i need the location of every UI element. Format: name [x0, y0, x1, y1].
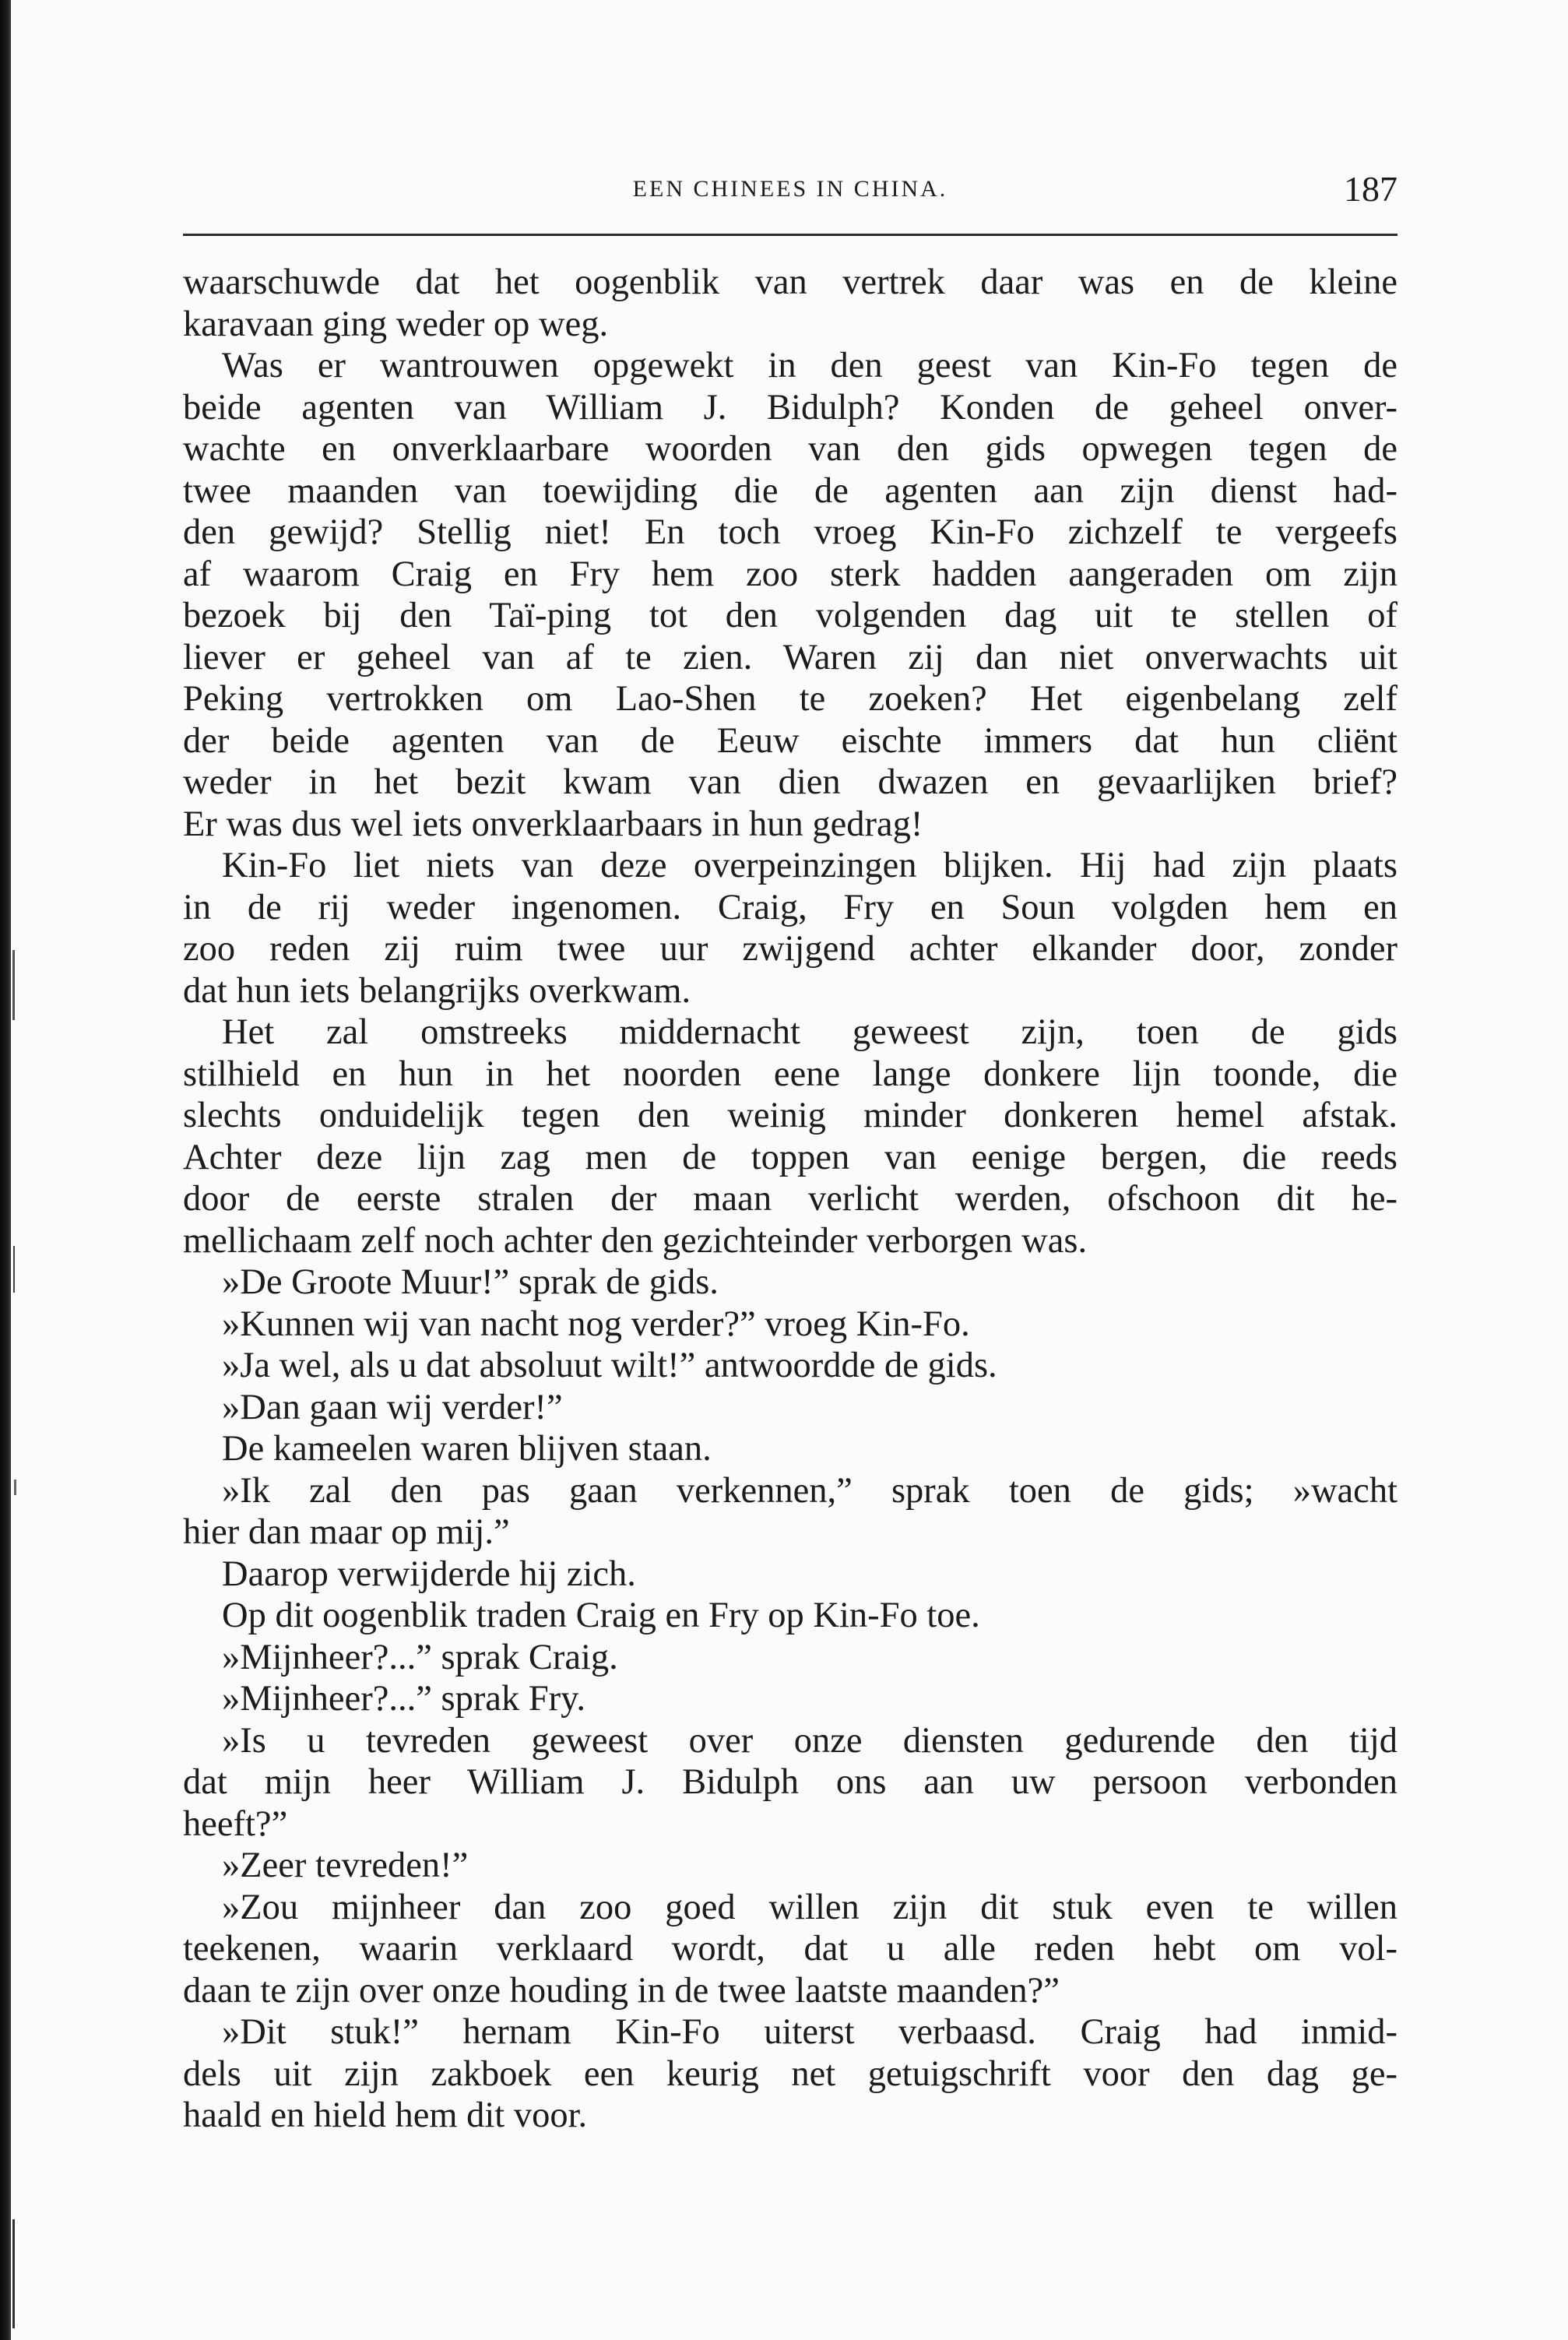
paragraph: [183, 262, 1397, 345]
text-line: der beide agenten van de Eeuw eischte immers dat hun cliënt: [183, 720, 1397, 761]
text-line: twee maanden van toewijding die de agenten aan zijn dienst had-: [183, 470, 1397, 511]
text-line: Was er wantrouwen opgewekt in den geest van Kin-Fo tegen de: [222, 346, 1397, 385]
text-line: in de rij weder ingenomen. Craig, Fry en Soun volgden hem en: [183, 887, 1397, 927]
text-line: weder in het bezit kwam van dien dwazen en gevaarlijken brief?: [183, 762, 1397, 802]
binding-specks: [11, 934, 22, 2336]
text-line: Er was dus wel iets onverklaarbaars in hun gedrag!: [183, 804, 923, 844]
text-line: bezoek bij den Taï-ping tot den volgenden dag uit te stellen of: [183, 596, 1397, 635]
paragraph: [183, 345, 1397, 845]
paragraph: [183, 1637, 1397, 1679]
text-line: den gewijd? Stellig niet! En toch vroeg Kin-Fo zichzelf te vergeefs: [183, 512, 1397, 552]
text-line: »Mijnheer?...” sprak Craig.: [222, 1637, 618, 1677]
paragraph: [183, 1720, 1397, 1846]
paragraph: [183, 1012, 1397, 1261]
header-rule: [183, 234, 1397, 236]
text-line: Daarop verwijderde hij zich.: [222, 1554, 636, 1594]
text-line: zoo reden zij ruim twee uur zwijgend achter elkander door, zonder: [183, 929, 1397, 969]
paragraph: [183, 1845, 1397, 1887]
text-line: mellichaam zelf noch achter den gezichteinder verborgen was.: [183, 1220, 1088, 1261]
text-line: »Dan gaan wij verder!”: [222, 1387, 563, 1427]
paragraph: [183, 2011, 1397, 2137]
text-line: »Ja wel, als u dat absoluut wilt!” antwoordde de gids.: [222, 1346, 997, 1385]
text-line: »Mijnheer?...” sprak Fry.: [222, 1679, 586, 1719]
paragraph: [183, 1678, 1397, 1720]
text-line: »Dit stuk!” hernam Kin-Fo uiterst verbaasd. Craig had inmid-: [222, 2012, 1397, 2052]
text-line: slechts onduidelijk tegen den weinig minder donkeren hemel afstak.: [183, 1096, 1397, 1135]
text-line: dels uit zijn zakboek een keurig net getuigschrift voor den dag ge-: [183, 2053, 1397, 2094]
text-line: liever er geheel van af te zien. Waren zij dan niet onverwachts uit: [183, 637, 1397, 677]
text-line: wachte en onverklaarbare woorden van den gids opwegen tegen de: [183, 429, 1397, 469]
text-line: teekenen, waarin verklaard wordt, dat u alle reden hebt om vol-: [183, 1929, 1397, 1969]
paragraph: [183, 1304, 1397, 1346]
text-line: dat mijn heer William J. Bidulph ons aan uw persoon verbonden: [183, 1762, 1397, 1802]
text-line: »Ik zal den pas gaan verkennen,” sprak toen de gids; »wacht: [222, 1470, 1397, 1511]
text-line: af waarom Craig en Fry hem zoo sterk hadden aangeraden om zijn: [183, 554, 1397, 594]
text-line: Kin-Fo liet niets van deze overpeinzingen blijken. Hij had zijn plaats: [222, 846, 1397, 885]
text-line: »Zou mijnheer dan zoo goed willen zijn dit stuk even te willen: [222, 1887, 1397, 1927]
text-line: hier dan maar op mij.”: [183, 1512, 510, 1552]
text-line: dat hun iets belangrijks overkwam.: [183, 970, 691, 1011]
paragraph: [183, 1261, 1397, 1304]
paragraph: [183, 1554, 1397, 1596]
text-line: »De Groote Muur!” sprak de gids.: [222, 1262, 719, 1302]
paragraph: [183, 845, 1397, 1012]
text-line: »Is u tevreden geweest over onze diensten gedurende den tijd: [222, 1720, 1397, 1761]
paragraph: [183, 1595, 1397, 1637]
paragraph: [183, 1470, 1397, 1554]
text-line: heeft?”: [183, 1803, 288, 1844]
text-line: daan te zijn over onze houding in de twee laatste maanden?”: [183, 1970, 1060, 2011]
paragraph: [183, 1887, 1397, 2012]
text-line: door de eerste stralen der maan verlicht werden, ofschoon dit he-: [183, 1179, 1397, 1219]
body-text: [183, 262, 1397, 2137]
running-title: EEN CHINEES IN CHINA.: [632, 176, 948, 202]
paragraph: [183, 1428, 1397, 1470]
text-line: Op dit oogenblik traden Craig en Fry op Kin-Fo toe.: [222, 1596, 980, 1635]
text-line: »Kunnen wij van nacht nog verder?” vroeg Kin-Fo.: [222, 1304, 970, 1344]
page-number: 187: [1344, 169, 1397, 209]
paragraph: [183, 1387, 1397, 1429]
text-line: waarschuwde dat het oogenblik van vertrek daar was en de kleine: [183, 262, 1397, 302]
text-line: Peking vertrokken om Lao-Shen te zoeken? Het eigenbelang zelf: [183, 679, 1397, 719]
running-header: [183, 165, 1397, 212]
page-binding-edge: [0, 0, 11, 2340]
text-line: De kameelen waren blijven staan.: [222, 1429, 712, 1469]
text-line: Het zal omstreeks middernacht geweest zijn, toen de gids: [222, 1012, 1397, 1052]
text-line: beide agenten van William J. Bidulph? Konden de geheel onver-: [183, 387, 1397, 428]
text-line: »Zeer tevreden!”: [222, 1846, 469, 1885]
text-line: karavaan ging weder op weg.: [183, 304, 609, 344]
text-line: Achter deze lijn zag men de toppen van eenige bergen, die reeds: [183, 1137, 1397, 1177]
text-line: haald en hield hem dit voor.: [183, 2095, 588, 2135]
text-line: stilhield en hun in het noorden eene lange donkere lijn toonde, die: [183, 1054, 1397, 1094]
paragraph: [183, 1345, 1397, 1387]
